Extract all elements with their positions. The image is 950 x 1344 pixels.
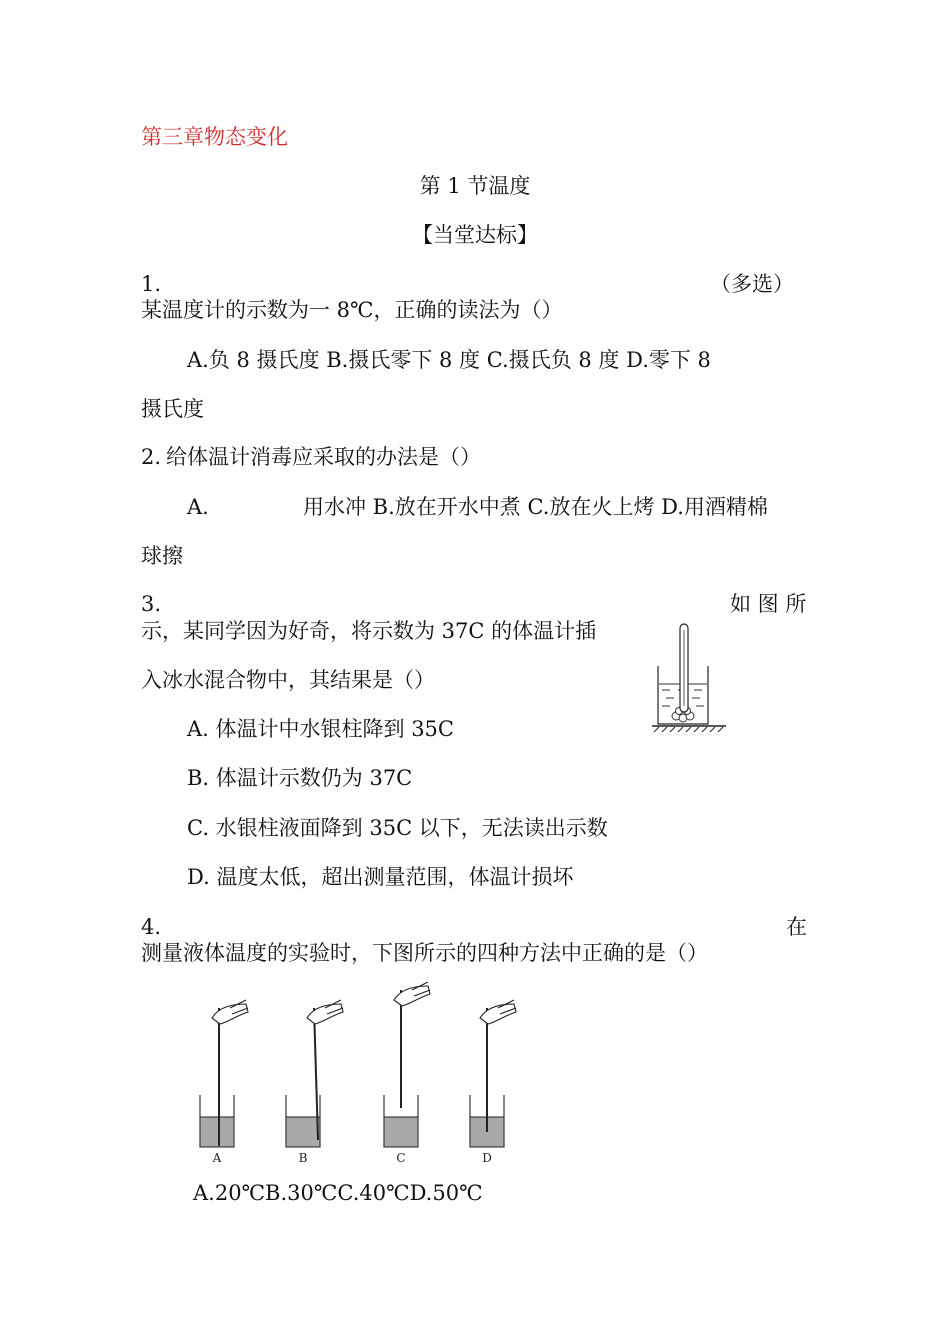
q1-options: A.负 8 摄氏度 B.摄氏零下 8 度 C.摄氏负 8 度 D.零下 8 (187, 348, 711, 372)
q1-stem: 某温度计的示数为一 8℃，正确的读法为（） (141, 298, 563, 322)
q1-tag: （多选） (710, 272, 794, 296)
q4-methods-figure (190, 980, 530, 1170)
method-d (470, 1000, 516, 1147)
q4-number: 4. (141, 915, 162, 939)
q3-number: 3. (141, 592, 162, 616)
section-title: 第 1 节温度 (419, 174, 531, 198)
method-c (384, 982, 430, 1147)
method-b (286, 1000, 343, 1147)
q3-option-c: C. 水银柱液面降到 35C 以下，无法读出示数 (187, 816, 608, 840)
q3-thermometer-figure (650, 618, 730, 736)
q1-number: 1. (141, 272, 162, 296)
figure-label-c: C (396, 1151, 406, 1165)
figure-label-a: A (212, 1151, 222, 1165)
ground-hatch (652, 726, 726, 732)
q4-stem-line2: 测量液体温度的实验时，下图所示的四种方法中正确的是（） (141, 941, 708, 965)
q3-stem-line3: 入冰水混合物中，其结果是（） (141, 668, 435, 692)
q3-option-a: A. 体温计中水银柱降到 35C (187, 717, 454, 741)
q4-stem-tail: 在 (786, 915, 807, 939)
q1-options-cont: 摄氏度 (141, 397, 204, 421)
q2-options-cont: 球擦 (141, 544, 183, 568)
exercise-heading: 【当堂达标】 (412, 223, 538, 247)
q3-option-b: B. 体温计示数仍为 37C (187, 766, 413, 790)
q4-answers: A.20℃B.30℃C.40℃D.50℃ (193, 1181, 483, 1205)
q2-stem: 给体温计消毒应采取的办法是（） (166, 445, 481, 469)
figure-label-d: D (482, 1151, 492, 1165)
method-a (200, 1000, 248, 1147)
q3-stem-tail: 如 图 所 (730, 592, 807, 616)
chapter-title: 第三章物态变化 (141, 125, 288, 149)
q2-number: 2. (141, 445, 162, 469)
q2-options: 用水冲 B.放在开水中煮 C.放在火上烤 D.用酒精棉 (303, 495, 768, 519)
q3-option-d: D. 温度太低，超出测量范围，体温计损坏 (187, 865, 574, 889)
q2-option-a-label: A. (187, 495, 209, 519)
clinical-thermometer (680, 624, 688, 712)
q3-stem-line2: 示，某同学因为好奇，将示数为 37C 的体温计插 (141, 619, 597, 643)
figure-label-b: B (298, 1151, 308, 1165)
